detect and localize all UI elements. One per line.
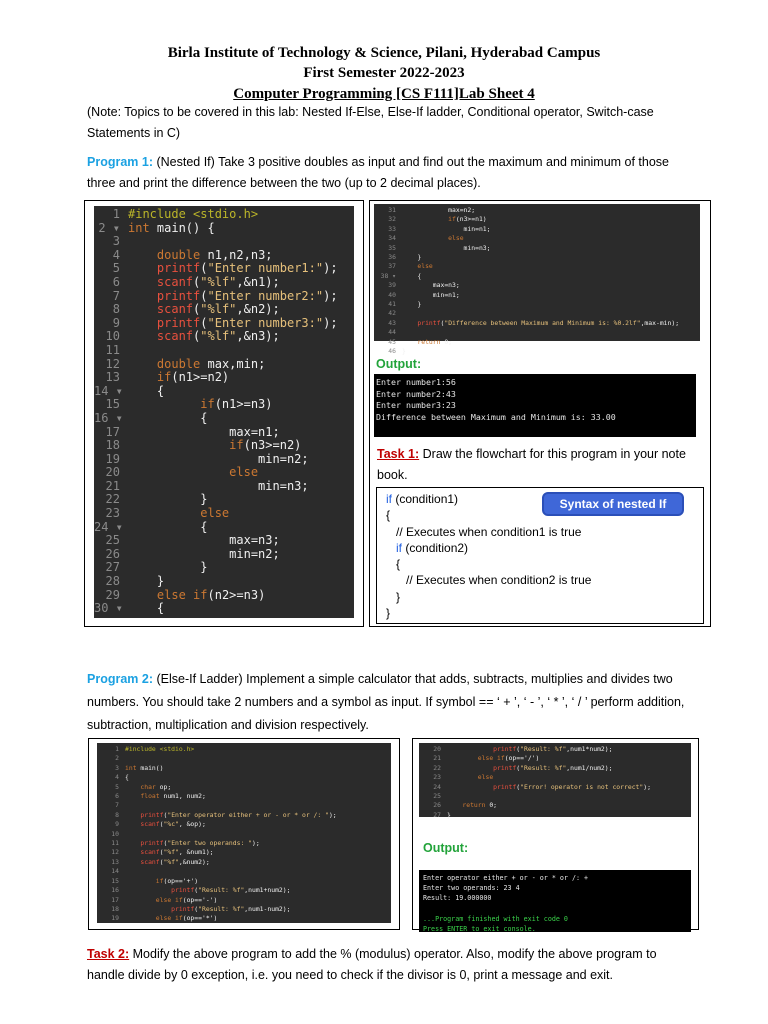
line-number: 10 (111, 829, 119, 838)
code-line (97, 745, 391, 754)
code-text: if(op=='+') (155, 876, 199, 885)
code-text: printf("Enter two operands: "); (140, 839, 260, 848)
code-line (97, 792, 391, 801)
code-text: min=n1; (402, 224, 491, 233)
code-line (94, 262, 354, 276)
code-line (97, 905, 391, 914)
code-text: else if(op=='*') (155, 914, 218, 923)
code-text: int main() (125, 763, 164, 772)
code-text: double max,min; (156, 356, 266, 371)
code-line (94, 589, 354, 603)
code-text: else (417, 262, 433, 271)
code-text: max=n2; (402, 206, 476, 214)
console-line: Difference between Maximum and Minimum is: 33.00 (376, 412, 616, 423)
console-line: ...Program finished with exit code 0 (423, 914, 568, 923)
line-number: 15 (105, 397, 120, 412)
code-text: printf("Difference between Maximum and Minimum is: %0.2lf",max-min); (417, 318, 680, 327)
syntax-code: if (condition1) { // Executes when condition1 is true if (condition2) { // Executes when condition2 is true } } (386, 492, 592, 621)
console-line: Enter operator either + or - or * or /: + (423, 874, 589, 882)
line-number: 36 (388, 253, 396, 262)
code-line (97, 877, 391, 886)
line-number: 42 (388, 309, 396, 318)
code-text: min=n1; (402, 290, 460, 299)
code-line (94, 385, 354, 399)
code-line (97, 783, 391, 792)
line-number: 24 ▾ (94, 519, 123, 534)
code-text: min=n3; (128, 478, 309, 493)
code-line (97, 801, 391, 810)
line-number: 26 (433, 801, 441, 810)
code-text: if(n3>=n2) (229, 438, 302, 453)
code-line (94, 249, 354, 263)
line-number: 5 (115, 782, 119, 791)
code-line (419, 764, 691, 773)
line-number: 12 (111, 848, 119, 857)
program1-label: Program 1: (87, 155, 153, 169)
code-line (94, 439, 354, 453)
code-text: scanf("%lf",&n1); (156, 274, 280, 289)
line-number: 4 (112, 247, 120, 262)
code-text: else if(n2>=n3) (156, 587, 266, 602)
semester-title: First Semester 2022-2023 (303, 65, 465, 81)
code-block-2 (97, 743, 391, 923)
line-number: 1 (112, 207, 120, 221)
code-line (97, 839, 391, 848)
code-text: printf("Result: %f",num1-num2); (171, 904, 291, 913)
code-line (374, 347, 700, 356)
line-number: 24 (433, 782, 441, 791)
line-number: 8 (112, 302, 120, 317)
code-text: printf("Enter number1:"); (156, 261, 338, 276)
code-text: printf("Result: %f",num1+num2); (171, 886, 291, 895)
code-line (97, 886, 391, 895)
line-number: 37 (388, 262, 396, 271)
code-text: { (128, 383, 165, 398)
line-number: 6 (112, 274, 120, 289)
institute-title: Birla Institute of Technology & Science, Pilani, Hyderabad Campus (167, 45, 601, 61)
console-line (423, 904, 687, 914)
code-text: } (402, 347, 406, 356)
code-text: printf("Enter number3:"); (156, 315, 338, 330)
code-block-1b (374, 204, 700, 356)
line-number: 13 (105, 370, 120, 385)
line-number: 16 ▾ (94, 410, 123, 425)
output2-label: Output: (423, 841, 469, 855)
line-number: 11 (111, 839, 119, 848)
code-line (97, 820, 391, 829)
line-number: 6 (115, 792, 119, 801)
line-number: 41 (388, 300, 396, 309)
code-text: printf("Result: %f",num1*num2); (493, 745, 613, 753)
code-text: printf("Result: %f",num1/num2); (493, 763, 613, 772)
code-line (374, 253, 700, 262)
code-line (419, 783, 691, 792)
code-text: int main() { (128, 220, 215, 235)
task2-text: Task 2: Modify the above program to add the % (modulus) operator. Also, modify the above program to handle divide by 0 exception, i.e. you need to check if the divisor is 0, print a message and exit. (87, 947, 657, 982)
code-text: min=n3; (402, 243, 491, 252)
code-text: char op; (140, 782, 172, 791)
code-line (374, 244, 700, 253)
code-line (419, 754, 691, 763)
line-number: 12 (105, 356, 120, 371)
console-line: Enter number1:56 (376, 377, 456, 387)
line-number: 3 (112, 234, 120, 249)
line-number: 25 (105, 533, 120, 548)
code-line (374, 309, 700, 318)
code-line (97, 867, 391, 876)
syntax-badge: Syntax of nested If (542, 492, 684, 516)
code-text: { (402, 271, 422, 280)
code-line (97, 896, 391, 905)
line-number: 18 (105, 438, 120, 453)
line-number: 21 (433, 754, 441, 763)
line-number: 26 (105, 546, 120, 561)
line-number: 23 (433, 773, 441, 782)
line-number: 19 (111, 914, 119, 923)
code-line (94, 493, 354, 507)
code-text: scanf("%f",&num2); (140, 857, 210, 866)
code-text: } (128, 560, 208, 575)
line-number: 18 (111, 904, 119, 913)
course-title: Computer Programming [CS F111]Lab Sheet 4 (233, 86, 535, 102)
line-number: 1 (115, 745, 119, 753)
code-text: else if(op=='/') (477, 754, 540, 763)
console-line: Result: 19.000000 (423, 894, 492, 903)
code-line (97, 754, 391, 763)
code-line (374, 281, 700, 290)
program2-label: Program 2: (87, 672, 153, 686)
console-line: Enter two operands: 23 4 (423, 884, 520, 893)
line-number: 31 (388, 206, 396, 214)
code-line (94, 548, 354, 562)
line-number: 7 (112, 288, 120, 303)
line-number: 29 (105, 587, 120, 602)
code-text: printf("Enter number2:"); (156, 288, 338, 303)
line-number: 46 (388, 347, 396, 356)
code-block-2b (419, 743, 691, 817)
code-text: } (128, 492, 208, 507)
code-text: scanf("%lf",&n2); (156, 302, 280, 317)
code-text: #include <stdio.h> (128, 207, 259, 221)
code-text: else (200, 506, 230, 521)
code-line (97, 848, 391, 857)
code-line (374, 262, 700, 271)
code-line (94, 371, 354, 385)
code-line (374, 338, 700, 347)
code-line (374, 319, 700, 328)
line-number: 7 (115, 801, 119, 810)
code-line (94, 521, 354, 535)
code-text: printf("Enter operator either + or - or * or /: "); (140, 810, 337, 819)
code-text: } (128, 574, 165, 589)
code-text: max=n1; (128, 424, 280, 439)
code-line (94, 344, 354, 358)
line-number: 17 (105, 424, 120, 439)
line-number: 21 (105, 478, 120, 493)
code-text: scanf("%lf",&n3); (156, 329, 280, 344)
code-line (94, 276, 354, 290)
line-number: 45 (388, 337, 396, 346)
line-number: 33 (388, 224, 396, 233)
console-line: Enter number2:43 (376, 388, 456, 399)
line-number: 16 (111, 886, 119, 895)
code-text: scanf("%c", &op); (140, 820, 206, 829)
code-line (419, 811, 691, 820)
line-number: 2 (115, 754, 119, 763)
code-line (94, 575, 354, 589)
code-text: else if(op=='-') (155, 895, 218, 904)
code-text: } (447, 810, 451, 819)
code-text: return 0; (462, 801, 498, 810)
code-text: } (402, 253, 422, 262)
code-line (94, 480, 354, 494)
code-text: else (477, 773, 494, 782)
code-line (94, 398, 354, 412)
line-number: 43 (388, 318, 396, 327)
code-line (419, 773, 691, 782)
line-number: 9 (112, 315, 120, 330)
line-number: 3 (115, 763, 119, 772)
code-line (94, 330, 354, 344)
code-line (419, 801, 691, 810)
code-line (374, 272, 700, 281)
code-line (94, 507, 354, 521)
code-text: if(n1>=n3) (200, 397, 273, 412)
line-number: 14 ▾ (94, 383, 123, 398)
code-text: double n1,n2,n3; (156, 247, 273, 262)
line-number: 14 (111, 867, 119, 876)
code-line (94, 235, 354, 249)
code-text: return 0; (417, 337, 453, 346)
line-number: 34 (388, 234, 396, 243)
code-line (97, 811, 391, 820)
output1-console (374, 374, 696, 437)
code-text: else (448, 234, 464, 243)
line-number: 27 (105, 560, 120, 575)
code-text: } (402, 300, 422, 309)
line-number: 23 (105, 506, 120, 521)
line-number: 2 ▾ (98, 220, 120, 235)
code-text: if(n1>=n2) (156, 370, 230, 385)
code-text: if(n3>=n1) (448, 215, 487, 224)
code-line (374, 328, 700, 337)
code-line (94, 317, 354, 331)
console-line: Enter number3:23 (376, 400, 456, 411)
code-line (374, 206, 700, 215)
console-line: Press ENTER to exit console. (423, 925, 536, 934)
code-text: #include <stdio.h> (125, 745, 195, 753)
line-number: 10 (105, 329, 120, 344)
task1-label: Task 1: (377, 447, 420, 461)
code-text: else (229, 465, 259, 480)
output2-console (419, 870, 691, 932)
code-line (97, 830, 391, 839)
line-number: 32 (388, 215, 396, 224)
code-line (419, 792, 691, 801)
line-number: 22 (433, 763, 441, 772)
code-line (94, 303, 354, 317)
code-text: min=n2; (128, 451, 309, 466)
line-number: 4 (115, 773, 119, 782)
code-text: max=n3; (128, 533, 280, 548)
code-line (94, 290, 354, 304)
code-text: printf("Error! operator is not correct"); (493, 782, 651, 791)
code-text: min=n2; (128, 546, 280, 561)
line-number: 35 (388, 243, 396, 252)
line-number: 11 (105, 342, 120, 357)
code-text: { (128, 410, 208, 425)
code-line (97, 914, 391, 923)
line-number: 20 (433, 745, 441, 753)
code-line (97, 764, 391, 773)
code-line (97, 858, 391, 867)
code-line (419, 745, 691, 754)
output1-label: Output: (376, 357, 422, 371)
code-line (374, 215, 700, 224)
line-number: 40 (388, 290, 396, 299)
code-line (94, 358, 354, 372)
code-line (374, 300, 700, 309)
program1-text: Program 1: (Nested If) Take 3 positive doubles as input and find out the maximum and minimum of those three and print the difference between the two (up to 2 decimal places). (87, 155, 670, 190)
line-number: 19 (105, 451, 120, 466)
code-line (374, 234, 700, 243)
line-number: 5 (112, 261, 120, 276)
code-line (374, 225, 700, 234)
line-number: 44 (388, 328, 396, 337)
line-number: 39 (388, 281, 396, 290)
code-text: float num1, num2; (140, 792, 206, 801)
line-number: 28 (105, 574, 120, 589)
code-text: { (128, 601, 165, 616)
line-number: 27 (433, 810, 441, 819)
code-line (94, 208, 354, 222)
program2-text: Program 2: (Else-If Ladder) Implement a simple calculator that adds, subtracts, multiplies and divides two numbers. You should take 2 numbers and a symbol as input. If symbol == ‘ + ’, ‘ - ’, ‘ * ’, ‘ / ’ perform addition, subtraction, multiplication and division respectively. (87, 672, 685, 732)
line-number: 30 ▾ (94, 601, 123, 616)
note-text: (Note: Topics to be covered in this lab: Nested If-Else, Else-If ladder, Conditional operator, Switch-case Statements in C) (87, 105, 654, 140)
task1-text: Task 1: Draw the flowchart for this program in your note book. (377, 447, 686, 482)
code-text: max=n3; (402, 281, 460, 290)
code-line (94, 222, 354, 236)
line-number: 20 (105, 465, 120, 480)
code-line (94, 561, 354, 575)
code-text: { (128, 519, 208, 534)
line-number: 9 (115, 820, 119, 829)
code-line (94, 466, 354, 480)
line-number: 17 (111, 895, 119, 904)
code-line (374, 291, 700, 300)
code-line (97, 773, 391, 782)
line-number: 22 (105, 492, 120, 507)
task2-label: Task 2: (87, 947, 130, 961)
code-line (94, 426, 354, 440)
code-line (94, 534, 354, 548)
code-line (94, 412, 354, 426)
code-text: { (125, 773, 129, 782)
code-text: scanf("%f", &num1); (140, 848, 214, 857)
line-number: 15 (111, 876, 119, 885)
code-line (94, 602, 354, 616)
code-block-1 (94, 206, 354, 618)
line-number: 25 (433, 792, 441, 801)
line-number: 13 (111, 857, 119, 866)
line-number: 8 (115, 810, 119, 819)
code-line (94, 453, 354, 467)
line-number: 38 ▾ (380, 271, 396, 280)
